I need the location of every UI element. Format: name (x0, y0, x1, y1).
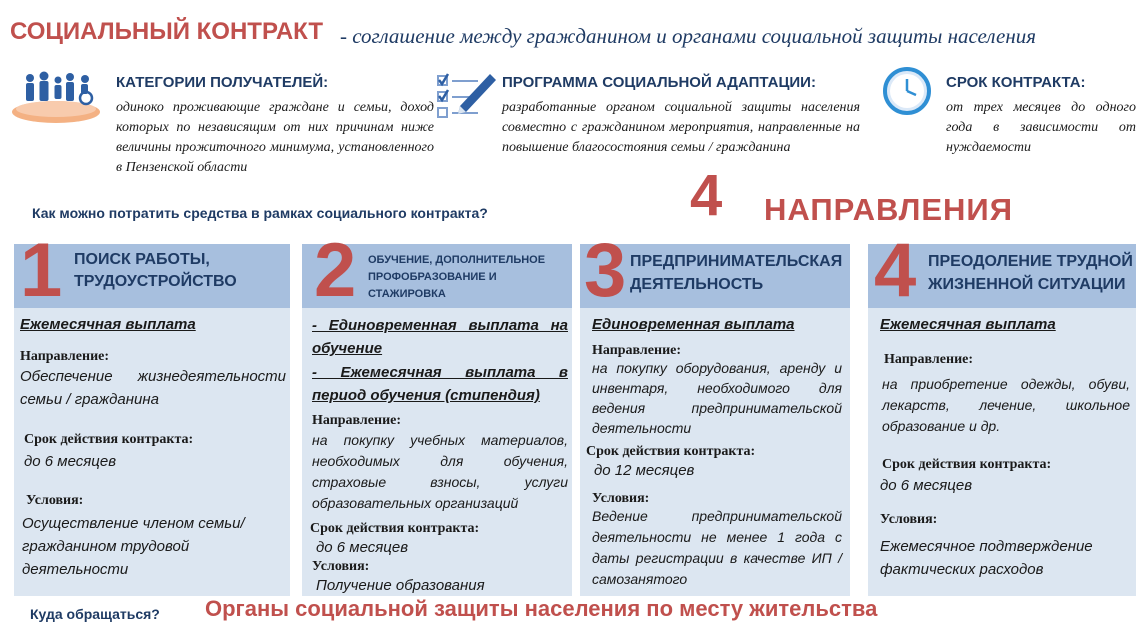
term-label: Срок действия контракта: (882, 457, 1052, 472)
card-title: ПОИСК РАБОТЫ, ТРУДОУСТРОЙСТВО (74, 251, 237, 290)
direction-text: Обеспечение жизнедеятельности семьи / гражданина (20, 368, 286, 408)
direction-label: Направление: (884, 352, 974, 367)
info-heading: КАТЕГОРИИ ПОЛУЧАТЕЛЕЙ: (116, 74, 329, 91)
card-title: ОБУЧЕНИЕ, ДОПОЛНИТЕЛЬНОЕ ПРОФОБРАЗОВАНИЕ И СТАЖИРОВКА (368, 254, 546, 300)
term-text: до 6 месяцев (880, 477, 973, 494)
conditions-label: Условия: (312, 559, 370, 574)
page-subtitle: - соглашение между гражданином и органами социальной защиты населения (340, 24, 1037, 48)
where-to-apply-question: Куда обращаться? (30, 606, 160, 622)
payment-type: - Ежемесячная выплата в период обучения (стипендия) (312, 364, 568, 404)
info-recipients (8, 62, 438, 202)
term-label: Срок действия контракта: (586, 444, 756, 459)
people-group-icon (8, 68, 104, 129)
directions-label: НАПРАВЛЕНИЯ (764, 192, 1013, 227)
info-text: разработанные органом социальной защиты населения совместно с гражданином мероприятия, направленные на повышение благосостояния семьи / гражданина (502, 100, 860, 155)
term-label: Срок действия контракта: (310, 521, 480, 536)
conditions-label: Условия: (880, 512, 938, 527)
conditions-text: Ежемесячное подтверждение фактических расходов (880, 538, 1093, 578)
card-number: 3 (584, 228, 627, 313)
direction-label: Направление: (20, 349, 110, 364)
payment-type: Ежемесячная выплата (20, 316, 196, 333)
term-label: Срок действия контракта: (24, 432, 194, 447)
card-title: ПРЕДПРИНИМАТЕЛЬСКАЯ ДЕЯТЕЛЬНОСТЬ (630, 253, 843, 293)
conditions-text: Получение образования (316, 577, 485, 594)
term-text: до 6 месяцев (316, 539, 409, 556)
direction-label: Направление: (592, 343, 682, 358)
conditions-text: Осуществление членом семьи/ гражданином трудовой деятельности (22, 515, 245, 578)
info-text: одиноко проживающие граждане и семьи, доход которых по независящим от них причинам ниже величины прожиточного минимума, установленного в Пензенской области (116, 100, 434, 175)
checklist-pen-icon (434, 68, 498, 137)
conditions-text: Ведение предпринимательской деятельности не менее 1 года с даты регистрации в качестве ИП / самозанятого (592, 508, 842, 587)
card-number: 4 (874, 228, 917, 313)
spending-question: Как можно потратить средства в рамках социального контракта? (32, 205, 488, 221)
direction-text: на покупку учебных материалов, необходимых для обучения, страховые взносы, услуги образовательных организаций (312, 432, 568, 511)
direction-text: на покупку оборудования, аренду и инвентаря, необходимого для ведения предпринимательской деятельности (592, 360, 842, 436)
info-contract-term (880, 62, 1140, 202)
term-text: до 6 месяцев (24, 453, 117, 470)
card-number: 1 (20, 228, 63, 313)
conditions-label: Условия: (26, 493, 84, 508)
payment-type: Единовременная выплата (592, 316, 795, 333)
info-heading: СРОК КОНТРАКТА: (946, 74, 1086, 91)
card-number: 2 (314, 228, 357, 313)
where-to-apply-answer: Органы социальной защиты населения по месту жительства (205, 596, 878, 621)
term-text: до 12 месяцев (594, 462, 695, 479)
directions-count: 4 (690, 163, 723, 228)
page-title: СОЦИАЛЬНЫЙ КОНТРАКТ (10, 18, 324, 45)
direction-text: на приобретение одежды, обуви, лекарств, лечение, школьное образование и др. (882, 376, 1130, 434)
payment-type: - Единовременная выплата на обучение (312, 317, 568, 357)
direction-label: Направление: (312, 413, 402, 428)
card-title: ПРЕОДОЛЕНИЕ ТРУДНОЙ ЖИЗНЕННОЙ СИТУАЦИИ (928, 253, 1133, 293)
clock-icon (882, 66, 932, 121)
info-heading: ПРОГРАММА СОЦИАЛЬНОЙ АДАПТАЦИИ: (502, 74, 816, 91)
payment-type: Ежемесячная выплата (880, 316, 1056, 333)
info-text: от трех месяцев до одного года в зависимости от нуждаемости (946, 100, 1136, 155)
info-adaptation-program (434, 62, 874, 202)
conditions-label: Условия: (592, 491, 650, 506)
